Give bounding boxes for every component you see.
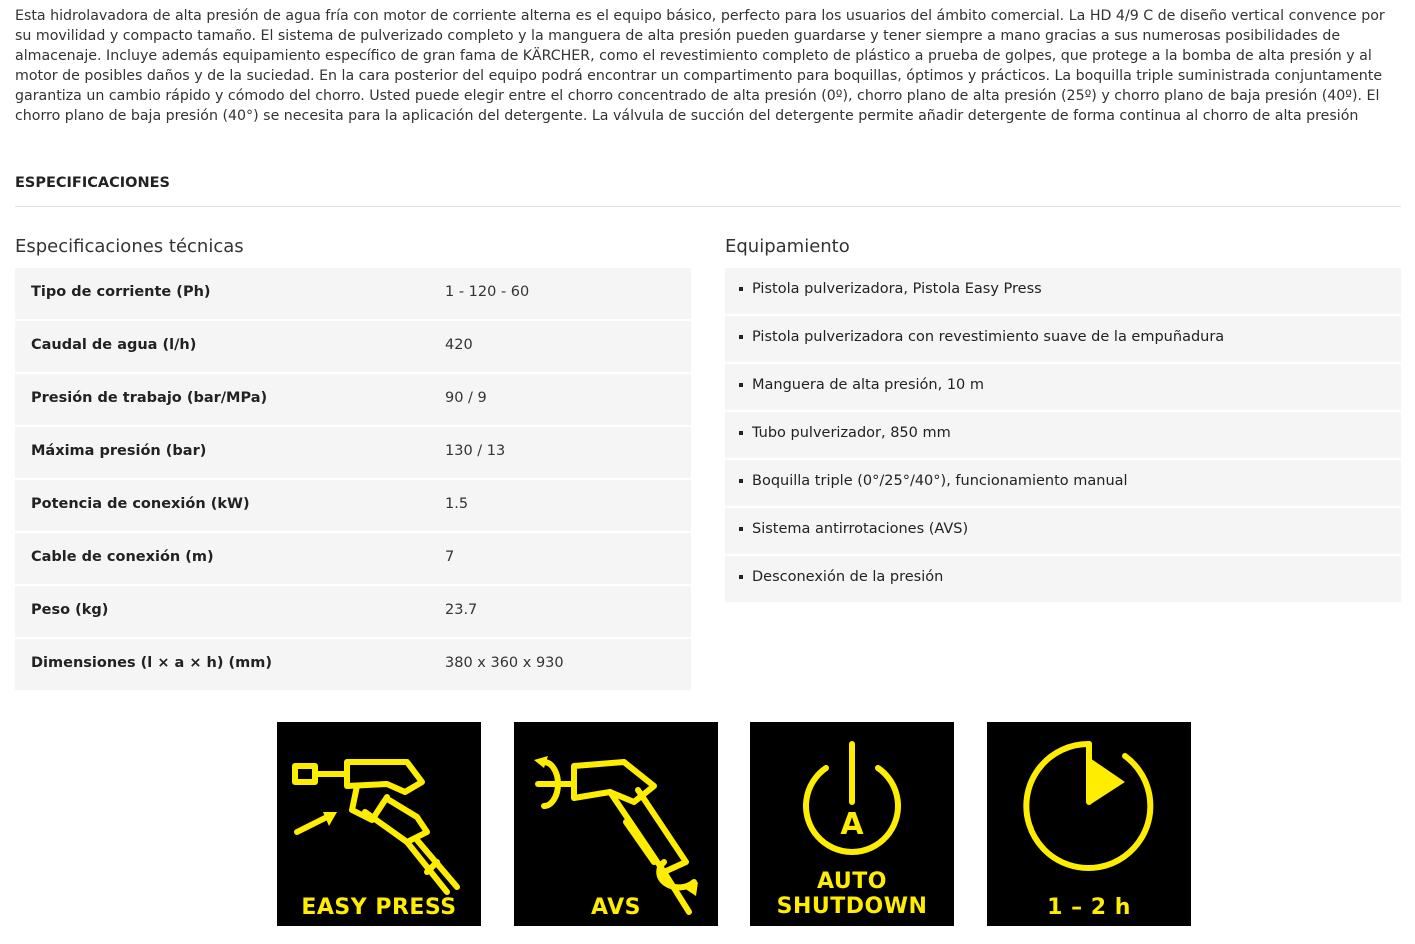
- specs-title: Especificaciones técnicas: [15, 236, 244, 257]
- spec-value: 380 x 360 x 930: [445, 655, 564, 671]
- spec-row: [15, 268, 691, 319]
- spec-label: Máxima presión (bar): [31, 443, 207, 459]
- spec-row: [15, 321, 691, 372]
- equipment-item: [725, 316, 1401, 362]
- equipment-item-label: Boquilla triple (0°/25°/40°), funcionamiento manual: [752, 473, 1128, 489]
- bullet-icon: [739, 479, 743, 483]
- spec-value: 90 / 9: [445, 390, 487, 406]
- bullet-icon: [739, 431, 743, 435]
- product-description: Esta hidrolavadora de alta presión de agua fría con motor de corriente alterna es el equipo básico, perfecto para los usuarios del ámbito comercial. La HD 4/9 C de diseño vertical convence por su movilidad y compacto tamaño. El sistema de pulverizado completo y la manguera de alta presión pueden guardarse y tener siempre a mano gracias a sus numerosas posibilidades de almacenaje. Incluye además equipamiento específico de gran fama de KÄRCHER, como el revestimiento completo de plástico a prueba de golpes, que protege a la bomba de alta presión y al motor de posibles daños y de la suciedad. En la cara posterior del equipo podrá encontrar un compartimento para boquillas, óptimos y prácticos. La boquilla triple suministrada conjuntamente garantiza un cambio rápido y cómodo del chorro. Usted puede elegir entre el chorro concentrado de alta presión (0º), chorro plano de alta presión (25º) y chorro plano de baja presión (40º). El chorro plano de baja presión (40°) se necesita para la aplicación del detergente. La válvula de succión del detergente permite añadir detergente de forma continua al chorro de alta presión: [15, 8, 1385, 124]
- spec-label: Presión de trabajo (bar/MPa): [31, 390, 268, 406]
- bullet-icon: [739, 287, 743, 291]
- spec-label: Cable de conexión (m): [31, 549, 214, 565]
- timer-tile: [987, 722, 1191, 926]
- spec-value: 1.5: [445, 496, 469, 512]
- equipment-item: [725, 412, 1401, 458]
- spec-row: [15, 639, 691, 690]
- bullet-icon: [739, 575, 743, 579]
- spec-value: 130 / 13: [445, 443, 506, 459]
- spec-label: Peso (kg): [31, 602, 109, 618]
- equipment-item: [725, 460, 1401, 506]
- equipment-item: [725, 268, 1401, 314]
- spec-value: 23.7: [445, 602, 478, 618]
- bullet-icon: [739, 335, 743, 339]
- avs-label: AVS: [591, 895, 641, 920]
- bullet-icon: [739, 383, 743, 387]
- spec-value: 1 - 120 - 60: [445, 284, 530, 300]
- auto-label: AUTO: [817, 869, 887, 894]
- auto-shutdown-tile: [750, 722, 954, 926]
- equipment-item: [725, 556, 1401, 602]
- equipment-item: [725, 364, 1401, 410]
- shutdown-label: SHUTDOWN: [776, 894, 928, 919]
- section-heading: ESPECIFICACIONES: [15, 175, 170, 191]
- equipment-item-label: Desconexión de la presión: [752, 569, 944, 585]
- spec-row: [15, 374, 691, 425]
- spec-row: [15, 533, 691, 584]
- section-divider: [15, 206, 1401, 207]
- timer-label: 1 – 2 h: [1047, 895, 1131, 920]
- equipment-item-label: Tubo pulverizador, 850 mm: [752, 425, 951, 441]
- spec-label: Potencia de conexión (kW): [31, 496, 250, 512]
- spec-value: 420: [445, 337, 473, 353]
- equipment-item-label: Sistema antirrotaciones (AVS): [752, 521, 969, 537]
- easy-press-tile: [277, 722, 481, 926]
- spec-label: Dimensiones (l × a × h) (mm): [31, 655, 273, 671]
- spec-row: [15, 586, 691, 637]
- equipment-item-label: Pistola pulverizadora con revestimiento suave de la empuñadura: [752, 329, 1225, 345]
- avs-tile: [514, 722, 718, 926]
- spec-label: Tipo de corriente (Ph): [31, 284, 211, 300]
- equipment-item-label: Pistola pulverizadora, Pistola Easy Press: [752, 281, 1042, 297]
- spec-label: Caudal de agua (l/h): [31, 337, 197, 353]
- equipment-item: [725, 508, 1401, 554]
- spec-value: 7: [445, 549, 455, 565]
- power-letter: A: [840, 807, 864, 842]
- spec-row: [15, 480, 691, 531]
- equipment-title: Equipamiento: [725, 236, 850, 257]
- easy-press-label: EASY PRESS: [301, 895, 457, 920]
- bullet-icon: [739, 527, 743, 531]
- spec-row: [15, 427, 691, 478]
- equipment-item-label: Manguera de alta presión, 10 m: [752, 377, 984, 393]
